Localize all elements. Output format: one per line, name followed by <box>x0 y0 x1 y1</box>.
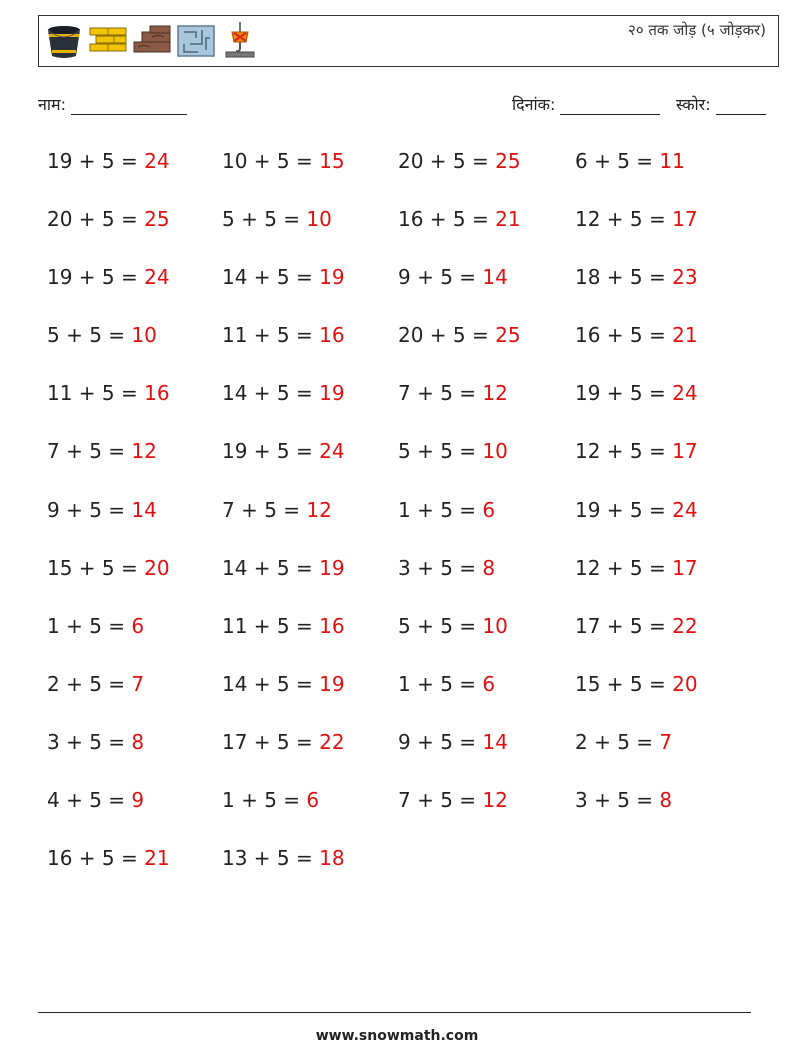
score-blank[interactable] <box>716 98 766 115</box>
problem-item <box>398 550 575 608</box>
problem-answer: 14 <box>131 497 157 522</box>
problem-item <box>222 259 398 317</box>
problem-item <box>575 492 751 550</box>
problem-item <box>398 259 575 317</box>
problem-question: 15 + 5 = <box>47 555 145 580</box>
worksheet-title: २० तक जोड़ (५ जोड़कर) <box>628 21 766 39</box>
problem-question: 5 + 5 = <box>47 323 132 348</box>
problem-question: 3 + 5 = <box>398 555 483 580</box>
name-blank[interactable] <box>71 98 187 115</box>
problem-answer: 10 <box>306 207 332 232</box>
problem-question: 1 + 5 = <box>47 613 132 638</box>
problem-question: 11 + 5 = <box>222 323 320 348</box>
maze-icon <box>176 22 216 60</box>
problem-question: 6 + 5 = <box>575 149 660 173</box>
problem-item <box>575 724 751 782</box>
problem-item <box>575 550 751 608</box>
problem-answer: 25 <box>495 323 521 348</box>
problem-item <box>222 375 398 433</box>
problem-item <box>222 317 398 375</box>
problem-item <box>398 317 575 375</box>
problem-answer: 16 <box>144 381 170 406</box>
problem-question: 9 + 5 = <box>398 265 483 290</box>
problem-question: 20 + 5 = <box>398 323 496 348</box>
problem-item <box>398 201 575 259</box>
problem-answer: 23 <box>672 265 698 290</box>
problem-item <box>575 433 751 491</box>
problem-item <box>398 433 575 491</box>
problem-question: 1 + 5 = <box>222 788 307 813</box>
problem-answer: 20 <box>144 555 170 580</box>
problem-question: 9 + 5 = <box>398 729 483 754</box>
problem-answer: 22 <box>672 613 698 638</box>
problem-item <box>222 782 398 840</box>
problem-answer: 15 <box>319 149 345 173</box>
problem-item <box>222 143 398 201</box>
problem-answer: 22 <box>319 729 345 754</box>
worksheet-header <box>38 15 779 67</box>
problem-answer: 18 <box>319 846 345 871</box>
problem-question: 12 + 5 = <box>575 207 673 232</box>
problem-answer: 12 <box>482 381 508 406</box>
problem-item <box>398 143 575 201</box>
problem-question: 16 + 5 = <box>47 846 145 871</box>
problem-item <box>222 724 398 782</box>
problem-item <box>398 782 575 840</box>
wood-planks-icon <box>132 22 172 60</box>
problem-answer: 21 <box>495 207 521 232</box>
name-label: नाम: <box>38 95 66 114</box>
score-label: स्कोर: <box>676 95 711 114</box>
date-label: दिनांक: <box>512 95 556 114</box>
problem-answer: 24 <box>144 265 170 290</box>
problem-item <box>575 317 751 375</box>
problem-question: 4 + 5 = <box>47 788 132 813</box>
problem-answer: 21 <box>672 323 698 348</box>
problem-question: 14 + 5 = <box>222 671 320 696</box>
problem-question: 1 + 5 = <box>398 671 483 696</box>
problem-item <box>222 201 398 259</box>
problem-answer: 25 <box>144 207 170 232</box>
problem-answer: 16 <box>319 323 345 348</box>
problem-item <box>575 608 751 666</box>
problem-item <box>222 492 398 550</box>
footer-divider <box>38 1012 751 1013</box>
problem-answer: 24 <box>144 149 170 173</box>
problem-answer: 10 <box>482 439 508 464</box>
problem-question: 16 + 5 = <box>398 207 496 232</box>
problem-item <box>47 375 222 433</box>
bucket-icon <box>44 22 84 60</box>
problem-item <box>47 259 222 317</box>
problem-question: 2 + 5 = <box>47 671 132 696</box>
problem-question: 19 + 5 = <box>47 265 145 290</box>
problem-answer: 7 <box>131 671 145 696</box>
problem-item <box>47 608 222 666</box>
problem-item <box>222 550 398 608</box>
problem-answer: 6 <box>131 613 145 638</box>
problem-item <box>47 433 222 491</box>
problem-question: 11 + 5 = <box>222 613 320 638</box>
problem-question: 10 + 5 = <box>222 149 320 173</box>
problem-question: 7 + 5 = <box>398 788 483 813</box>
problem-item <box>47 201 222 259</box>
problem-question: 7 + 5 = <box>398 381 483 406</box>
problem-answer: 12 <box>306 497 332 522</box>
problem-answer: 19 <box>319 265 345 290</box>
problem-question: 19 + 5 = <box>575 497 673 522</box>
problem-item <box>222 433 398 491</box>
problems-grid <box>47 143 751 898</box>
problem-question: 13 + 5 = <box>222 846 320 871</box>
problem-item <box>47 550 222 608</box>
problem-answer: 12 <box>131 439 157 464</box>
problem-item <box>47 317 222 375</box>
problem-answer: 24 <box>672 381 698 406</box>
problem-question: 16 + 5 = <box>575 323 673 348</box>
problem-question: 5 + 5 = <box>398 613 483 638</box>
problem-answer: 14 <box>482 729 508 754</box>
problem-answer: 17 <box>672 555 698 580</box>
problem-answer: 11 <box>659 149 685 173</box>
problem-item <box>575 143 751 201</box>
problem-item <box>398 666 575 724</box>
problem-item <box>575 375 751 433</box>
problem-answer: 8 <box>482 555 496 580</box>
problem-question: 17 + 5 = <box>575 613 673 638</box>
problem-answer: 19 <box>319 555 345 580</box>
problem-answer: 19 <box>319 671 345 696</box>
problem-item <box>575 782 751 840</box>
problem-question: 19 + 5 = <box>575 381 673 406</box>
problem-question: 14 + 5 = <box>222 381 320 406</box>
problem-question: 14 + 5 = <box>222 265 320 290</box>
problem-question: 5 + 5 = <box>222 207 307 232</box>
problem-item <box>47 492 222 550</box>
problem-answer: 24 <box>672 497 698 522</box>
problem-answer: 21 <box>144 846 170 871</box>
footer-url[interactable]: www.snowmath.com <box>315 1028 479 1044</box>
problem-question: 5 + 5 = <box>398 439 483 464</box>
problem-question: 17 + 5 = <box>222 729 320 754</box>
problem-item <box>47 666 222 724</box>
problem-item <box>575 201 751 259</box>
problem-question: 1 + 5 = <box>398 497 483 522</box>
problem-answer: 25 <box>495 149 521 173</box>
problem-answer: 6 <box>306 788 320 813</box>
problem-answer: 10 <box>482 613 508 638</box>
problem-answer: 17 <box>672 439 698 464</box>
score-field[interactable] <box>676 93 766 115</box>
problem-question: 18 + 5 = <box>575 265 673 290</box>
problem-answer: 20 <box>672 671 698 696</box>
problem-item <box>222 666 398 724</box>
problem-answer: 6 <box>482 671 496 696</box>
problem-answer: 19 <box>319 381 345 406</box>
problem-question: 3 + 5 = <box>47 729 132 754</box>
problem-question: 15 + 5 = <box>575 671 673 696</box>
problem-item <box>47 143 222 201</box>
problem-item <box>222 840 398 898</box>
problem-answer: 6 <box>482 497 496 522</box>
problem-item <box>47 782 222 840</box>
problem-question: 12 + 5 = <box>575 555 673 580</box>
problem-question: 12 + 5 = <box>575 439 673 464</box>
problem-answer: 10 <box>131 323 157 348</box>
problem-answer: 24 <box>319 439 345 464</box>
problem-item <box>575 259 751 317</box>
problem-question: 7 + 5 = <box>222 497 307 522</box>
problem-question: 19 + 5 = <box>47 149 145 173</box>
date-blank[interactable] <box>560 98 660 115</box>
date-field[interactable] <box>512 93 660 115</box>
problem-answer: 17 <box>672 207 698 232</box>
bricks-icon <box>88 22 128 60</box>
problem-answer: 7 <box>659 729 673 754</box>
problem-answer: 8 <box>659 788 673 813</box>
problem-question: 3 + 5 = <box>575 788 660 813</box>
problem-item <box>222 608 398 666</box>
problem-question: 20 + 5 = <box>398 149 496 173</box>
problem-answer: 8 <box>131 729 145 754</box>
problem-question: 7 + 5 = <box>47 439 132 464</box>
problem-item <box>398 608 575 666</box>
problem-question: 20 + 5 = <box>47 207 145 232</box>
problem-question: 2 + 5 = <box>575 729 660 754</box>
problem-answer: 12 <box>482 788 508 813</box>
problem-answer: 9 <box>131 788 145 813</box>
problem-item <box>398 724 575 782</box>
problem-item <box>398 375 575 433</box>
name-field[interactable] <box>38 93 187 115</box>
problem-question: 9 + 5 = <box>47 497 132 522</box>
problem-item <box>47 840 222 898</box>
problem-question: 19 + 5 = <box>222 439 320 464</box>
problem-item <box>47 724 222 782</box>
header-icons <box>44 22 260 60</box>
problem-answer: 16 <box>319 613 345 638</box>
problem-question: 11 + 5 = <box>47 381 145 406</box>
problem-question: 14 + 5 = <box>222 555 320 580</box>
problem-item <box>575 666 751 724</box>
crane-hook-icon <box>220 22 260 60</box>
problem-answer: 14 <box>482 265 508 290</box>
problem-item <box>398 492 575 550</box>
